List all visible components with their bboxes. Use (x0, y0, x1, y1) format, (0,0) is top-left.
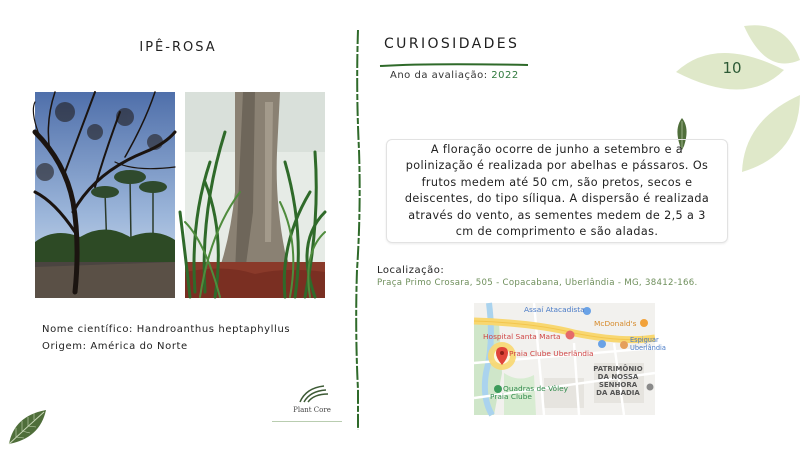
map-label-hospital: Hospital Santa Marta (483, 332, 561, 341)
location-label: Localização: (377, 265, 445, 276)
map-label-patrimonio (588, 365, 648, 397)
tree-trunk-photo (185, 92, 325, 298)
section-title: CURIOSIDADES (384, 36, 520, 52)
evaluation-year (390, 70, 519, 81)
logo-mark-icon (292, 384, 332, 404)
location-address: Praça Primo Crosara, 505 - Copacabana, Uberlândia - MG, 38412-166. (377, 278, 698, 288)
corner-leaves (676, 30, 800, 184)
map-label-praia-clube: Praia Clube Uberlândia (509, 349, 594, 358)
location-map[interactable] (474, 303, 666, 415)
species-title: IPÊ-ROSA (139, 40, 217, 55)
page-divider (354, 30, 362, 434)
map-label-patrimonio-3: SENHORA (598, 381, 638, 389)
page-number: 10 (722, 59, 742, 77)
map-label-patrimonio-1: PATRIMÔNIO (593, 365, 643, 373)
tree-canopy-photo (35, 92, 175, 298)
plant-core-logo (280, 384, 344, 414)
year-value: 2022 (491, 70, 519, 81)
map-label-quadras-2: Praia Clube (490, 392, 532, 401)
species-facts (42, 321, 290, 355)
origin: Origem: América do Norte (42, 341, 188, 352)
logo-underline (272, 421, 342, 422)
map-label-patrimonio-4: DA ABADIA (596, 389, 640, 397)
year-label: Ano da avaliação: (390, 70, 488, 81)
map-label-espigao-city: Uberlândia (630, 344, 666, 352)
logo-text: Plant Core (293, 406, 331, 414)
map-label-mcdonalds: McDonald's (594, 319, 637, 328)
leaf-icon (6, 406, 48, 450)
scientific-name: Nome científico: Handroanthus heptaphyllus (42, 324, 291, 335)
curiosity-text: A floração ocorre de junho a setembro e a polinização é realizada por abelhas e pássaros. Os frutos medem até 50 cm, são pretos, secos e deiscentes, do tipo síliqua. A dispersão é realizada através do vento, as sementes medem de 2,5 a 3 cm de comprimento e são aladas. (404, 142, 710, 238)
map-label-assai: Assaí Atacadista (524, 305, 585, 314)
map-label-espigao: Espiguar (630, 336, 659, 344)
map-label-patrimonio-2: DA NOSSA (597, 373, 639, 381)
map-label-quadras: Quadras de Vôley (503, 384, 569, 393)
